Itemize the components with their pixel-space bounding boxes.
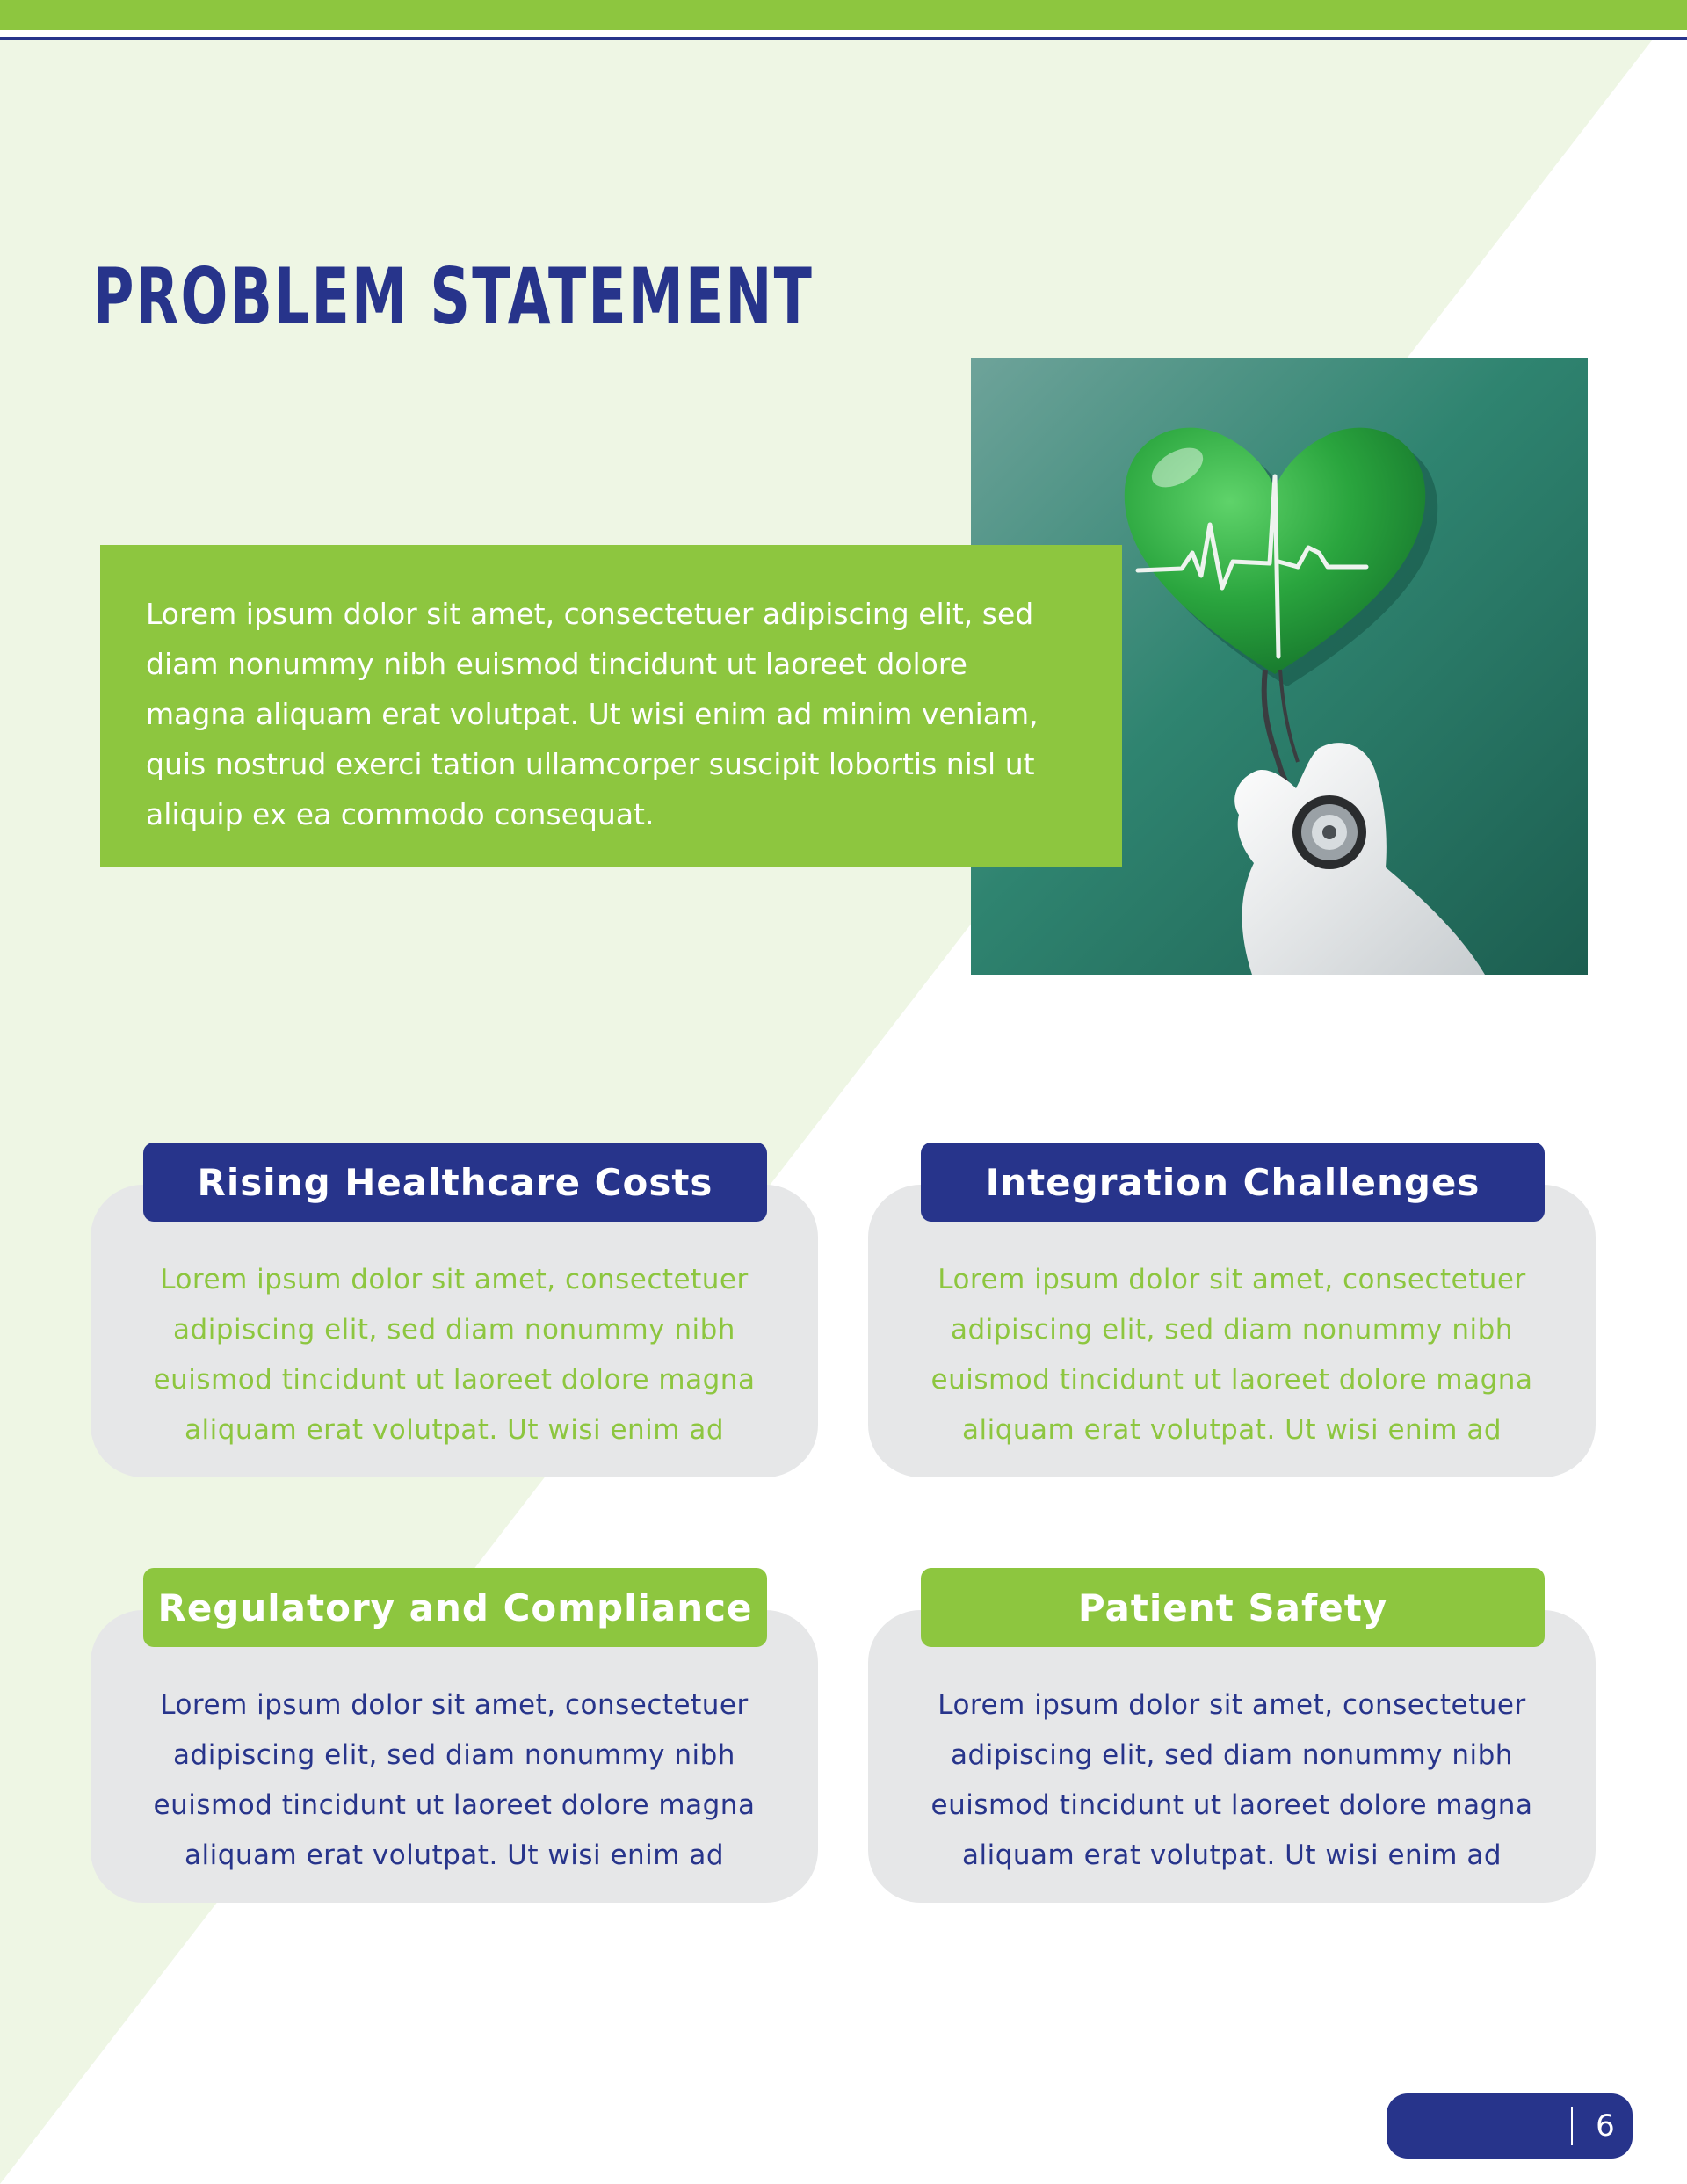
card-text: Lorem ipsum dolor sit amet, consectetuer adipiscing elit, sed diam nonummy nibh euismod tincidunt ut laoreet dolore magna aliquam erat volutpat. Ut wisi enim ad (153, 1264, 756, 1446)
card-label-integration-challenges: Integration Challenges (921, 1143, 1545, 1222)
page-title: PROBLEM STATEMENT (93, 251, 815, 342)
card-label-regulatory-and-compliance: Regulatory and Compliance (143, 1568, 767, 1647)
page-number: 6 (1596, 2108, 1615, 2144)
card-rising-healthcare-costs (91, 1185, 818, 1477)
top-accent-line (0, 37, 1687, 40)
card-integration-challenges (868, 1185, 1596, 1477)
intro-panel (100, 545, 1122, 867)
intro-text: Lorem ipsum dolor sit amet, consectetuer adipiscing elit, sed diam nonummy nibh euismod tincidunt ut laoreet dolore magna aliquam erat volutpat. Ut wisi enim ad minim veniam, quis nostrud exerci tation ullamcorper suscipit lobortis nisl ut aliquip ex ea commodo consequat. (146, 597, 1039, 831)
card-regulatory-and-compliance (91, 1610, 818, 1903)
page-number-pill (1387, 2093, 1633, 2159)
top-accent-bar (0, 0, 1687, 30)
card-patient-safety (868, 1610, 1596, 1903)
card-text: Lorem ipsum dolor sit amet, consectetuer adipiscing elit, sed diam nonummy nibh euismod tincidunt ut laoreet dolore magna aliquam erat volutpat. Ut wisi enim ad (153, 1689, 756, 1871)
page-number-divider (1571, 2107, 1573, 2145)
card-label-rising-healthcare-costs: Rising Healthcare Costs (143, 1143, 767, 1222)
card-text: Lorem ipsum dolor sit amet, consectetuer adipiscing elit, sed diam nonummy nibh euismod tincidunt ut laoreet dolore magna aliquam erat volutpat. Ut wisi enim ad (930, 1689, 1533, 1871)
card-text: Lorem ipsum dolor sit amet, consectetuer adipiscing elit, sed diam nonummy nibh euismod tincidunt ut laoreet dolore magna aliquam erat volutpat. Ut wisi enim ad (930, 1264, 1533, 1446)
card-label-patient-safety: Patient Safety (921, 1568, 1545, 1647)
